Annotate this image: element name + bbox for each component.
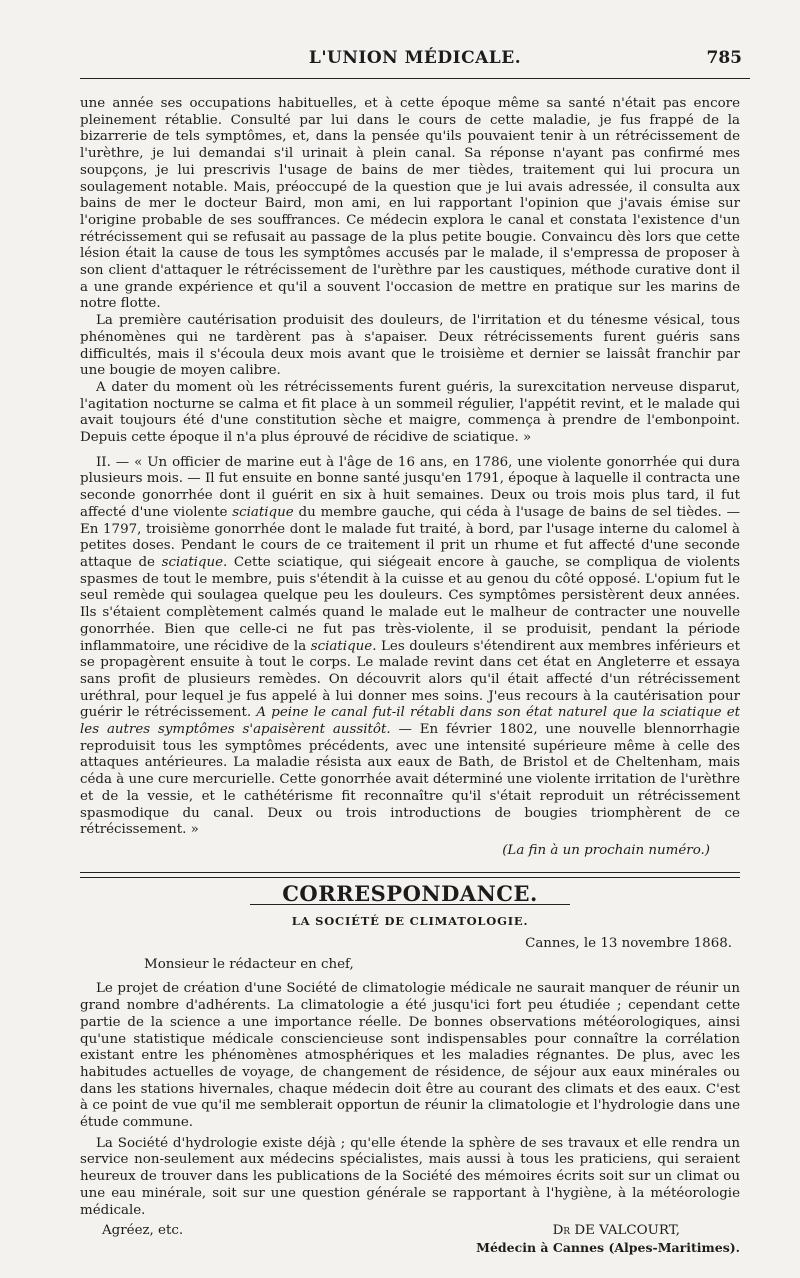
section-subtitle: LA SOCIÉTÉ DE CLIMATOLOGIE. — [291, 914, 529, 929]
text-run: II. — « Un officier de marine eut à l'âge de 16 ans, en 1786, une violente gonorrhée qui dura plusieurs mois. — Il fut ensuite en bonne santé jusqu'en 1791, époque à laquelle il contracta une seconde gonorrhée dont il guérit en six à huit semaines. Deux ou trois mois plus tard, il fut affecté d'une violente — [80, 454, 740, 520]
dateline: Cannes, le 13 novembre 1868. — [525, 936, 732, 952]
closing-line — [80, 1223, 740, 1240]
signature-name: Dr DE VALCOURT, — [552, 1223, 680, 1239]
section-title: CORRESPONDANCE. — [282, 880, 538, 906]
running-header — [80, 48, 750, 84]
paragraph: A dater du moment où les rétrécissements furent guéris, la surexcitation nerveuse disparut, l'agitation nocturne se calma et fit place à un sommeil régulier, l'appétit revint, et le malade qui avait toujours été d'une constitution sèche et maigre, commença à prendre de l'embonpoint. Depuis cette époque il n'a plus éprouvé de récidive de sciatique. » — [80, 379, 740, 446]
header-rule — [80, 78, 750, 79]
italic-run: sciatique. — [161, 554, 228, 570]
italic-run: sciatique. — [310, 638, 377, 654]
closing: Agréez, etc. — [102, 1223, 184, 1239]
paragraph: Le projet de création d'une Société de climatologie médicale ne saurait manquer de réunir un grand nombre d'adhérents. La climatologie a été jusqu'ici fort peu étudiée ; cependant cette partie de la science a une importance réelle. De bonnes observations météorologiques, ainsi qu'une statistique médicale consciencieuse sont indispensables pour connaître la corrélation existant entre les phénomènes atmosphériques et les maladies régnantes. De plus, avec les habitudes actuelles de voyage, de changement de résidence, de séjour aux eaux minérales ou dans les stations hivernales, chaque médecin doit être au courant des climats et des eaux. C'est à ce point de vue qu'il me semblerait opportun de réunir la climatologie et l'hydrologie dans une étude commune. — [80, 981, 740, 1131]
continued-note: (La fin à un prochain numéro.) — [502, 842, 710, 858]
italic-run: A peine le canal fut-il rétabli dans son état naturel que la sciatique et les autres symptômes s'apaisèrent aussitôt. — [80, 705, 740, 738]
text-run: — En février 1802, une nouvelle blennorrhagie reproduisit tous les symptômes précédents, avec une intensité supérieure même à celle des attaques antérieures. La maladie résista aux eaux de Bath, de Bristol et de Cheltenham, mais céda à une cure mercurielle. Cette gonorrhée avait déterminé une violente irritation de l'urèthre et de la vessie, et le cathétérisme fit reconnaître qu'il s'était reproduit un rétrécissement spasmodique du canal. Deux ou trois introductions de bougies triomphèrent de ce rétrécissement. » — [80, 722, 740, 838]
section-divider — [80, 872, 740, 878]
paragraph: une année ses occupations habituelles, et à cette époque même sa santé n'était pas encore pleinement rétablie. Consulté par lui dans le cours de cette maladie, je fus frappé de la bizarrerie de tels symptômes, et, dans la pensée qu'ils pouvaient tenir à un rétrécissement de l'urèthre, je lui demandai s'il urinait à plein canal. Sa réponse n'ayant pas confirmé mes soupçons, je lui prescrivis l'usage de bains de mer tièdes, traitement qui lui procura un soulagement notable. Mais, préoccupé de la question que je lui avais adressée, il consulta aux bains de mer le docteur Baird, mon ami, en lui rapportant l'opinion que j'avais émise sur l'origine probable de ses souffrances. Ce médecin explora le canal et constata l'existence d'un rétrécissement qui se refusait au passage de la plus petite bougie. Convaincu dès lors que cette lésion était la cause de tous les symptômes accusés par le malade, il s'empressa de proposer à son client d'attaquer le rétrécissement de l'urèthre par les caustiques, méthode curative dont il a une grande expérience et qu'il a souvent l'occasion de mettre en pratique sur les marins de notre flotte. — [80, 96, 740, 312]
signature-title: Médecin à Cannes (Alpes-Maritimes). — [476, 1240, 740, 1255]
paragraph: La Société d'hydrologie existe déjà ; qu'elle étende la sphère de ses travaux et elle rendra un service non-seulement aux médecins spécialistes, mais aussi à tous les praticiens, qui seraient heureux de trouver dans les publications de la Société des mémoires écrits soit sur un climat ou une eau minérale, soit sur une question générale se rapportant à l'hygiène, à la météorologie médicale. — [80, 1135, 740, 1218]
italic-run: sciatique — [232, 504, 294, 520]
paragraph: La première cautérisation produisit des douleurs, de l'irritation et du ténesme vésical, tous phénomènes qui ne tardèrent pas à s'apaiser. Deux rétrécissements furent guéris sans difficultés, mais il s'écoula deux mois avant que le troisième et dernier se laissât franchir par une bougie de moyen calibre. — [80, 313, 740, 379]
text-run: Les douleurs s'étendirent aux membres inférieurs et se propagèrent ensuite à tout le corps. Le malade revint dans cet état en Angleterre et essaya sans profit de plusieurs remèdes. On découvrit alors qu'il était affecté d'un rétrécissement uréthral, pour lequel je fus appelé à lui donner mes soins. J'eus recours à la cautérisation pour guérir le rétrécissement. — [80, 638, 740, 721]
article-body — [80, 96, 740, 1257]
text-run: du membre gauche, qui céda à l'usage de bains de sel tièdes. — En 1797, troisième gonorrhée dont le malade fut traité, à bord, par l'usage interne du calomel à petites doses. Pendant le cours de ce traitement il prit un rhume et fut affecté d'une seconde attaque de — [80, 504, 740, 570]
journal-title: L'UNION MÉDICALE. — [308, 48, 522, 68]
case-paragraph — [80, 455, 740, 839]
text-run: Cette sciatique, qui siégeait encore à gauche, se compliqua de violents spasmes de tout le membre, puis s'étendit à la cuisse et au genou du côté opposé. L'opium fut le seul remède qui soulagea quelque peu les douleurs. Ces symptômes persistèrent deux années. Ils s'étaient complètement calmés quand le malade eut le malheur de contracter une nouvelle gonorrhée. Bien que celle-ci ne fut pas très-violente, il se produisit, pendant la période inflammatoire, une récidive de la — [80, 554, 741, 654]
page-number: 785 — [706, 48, 742, 68]
salutation: Monsieur le rédacteur en chef, — [144, 956, 354, 972]
